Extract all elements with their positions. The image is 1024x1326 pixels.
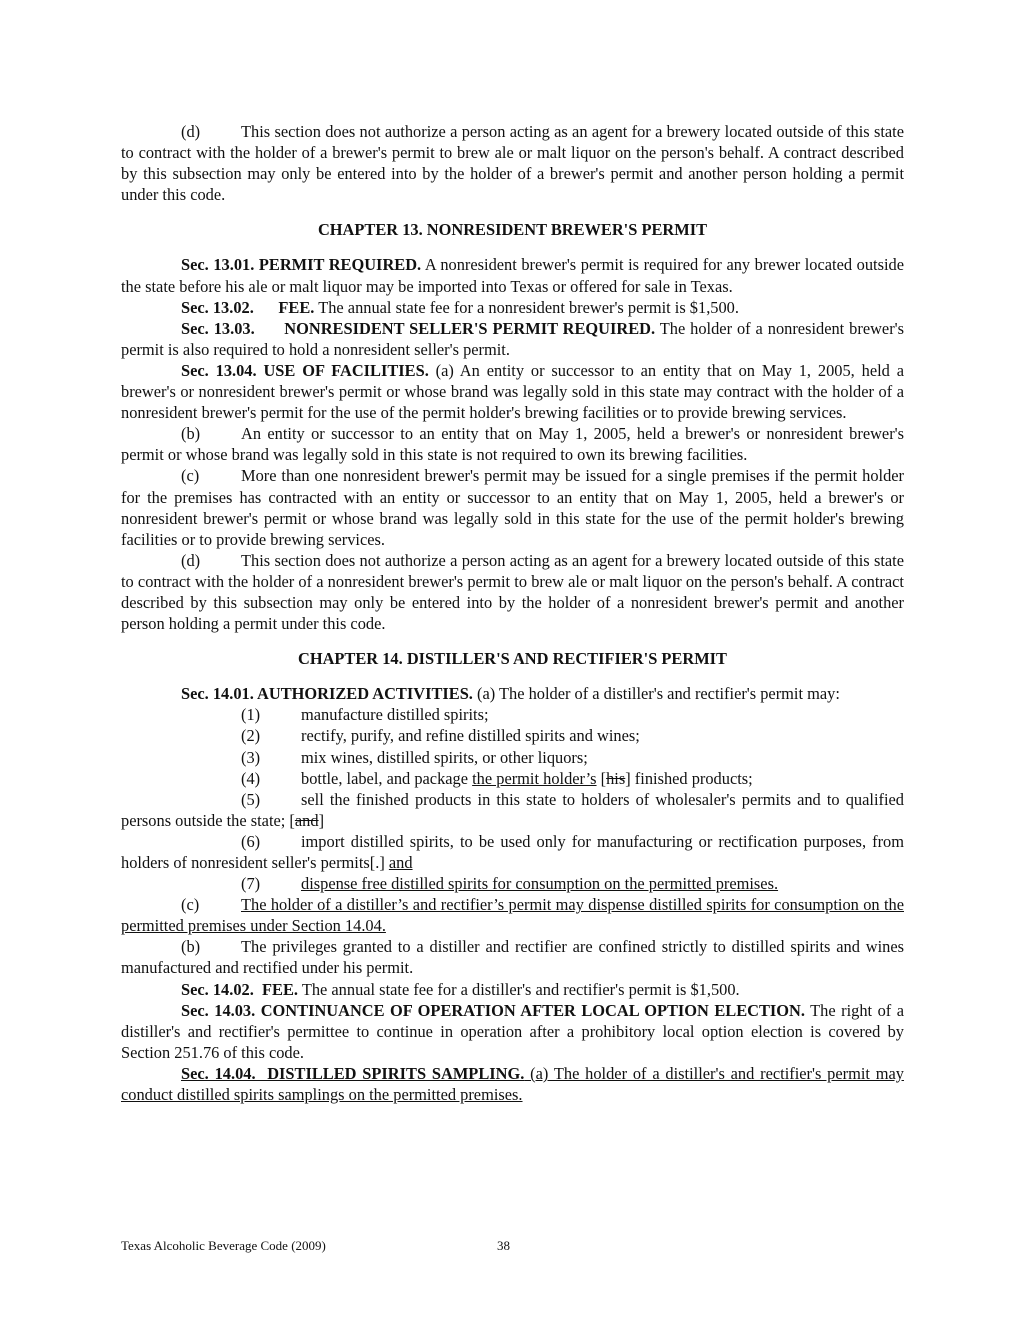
subsection-13-04-c [121, 465, 904, 549]
item-text: mix wines, distilled spirits, or other liquors; [301, 747, 588, 767]
subsection-text: More than one nonresident brewer's permit may be issued for a single premises if the permit holder for the premises has contracted with an entity or successor to an entity that on May 1, 2005, held a brewer's or nonresident brewer's permit or whose brand was legally sold in this state for the use of the permit holder's brewing facilities or to provide brewing services. [121, 466, 904, 549]
list-item-2 [121, 725, 904, 746]
item-text: manufacture distilled spirits; [301, 705, 489, 725]
item-text: dispense free distilled spirits for consumption on the permitted premises. [301, 874, 779, 894]
section-text: A nonresident brewer's permit is required for any brewer located outside the state before his ale or malt liquor may be imported into Texas or offered for sale in Texas. [121, 255, 904, 296]
paragraph-12-d [121, 121, 904, 205]
subsection-text: An entity or successor to an entity that on May 1, 2005, held a brewer's or nonresident brewer's permit or whose brand was legally sold in this state is not required to own its brewing facilities. [121, 424, 904, 465]
section-text: The right of a distiller's and rectifier's permittee to continue in operation after a prohibitory local option election is covered by Section 251.76 of this code. [121, 1000, 904, 1062]
section-13-03 [121, 318, 904, 360]
section-heading: Sec. 14.03. CONTINUANCE OF OPERATION AFTER LOCAL OPTION ELECTION. [181, 1000, 805, 1020]
chapter-14-heading: CHAPTER 14. DISTILLER'S AND RECTIFIER'S PERMIT [298, 649, 727, 669]
section-13-01 [121, 254, 904, 296]
section-heading: Sec. 14.01. AUTHORIZED ACTIVITIES. [181, 684, 473, 704]
subsection-text: The holder of a distiller’s and rectifier’s permit may dispense distilled spirits for consumption on the permitted premises under Section 14.04. [121, 895, 904, 936]
section-14-03 [121, 1000, 904, 1063]
section-heading: Sec. 14.04. DISTILLED SPIRITS SAMPLING. [181, 1063, 525, 1083]
section-13-02 [121, 297, 904, 318]
section-14-02 [121, 979, 904, 1000]
section-13-04 [121, 360, 904, 423]
item-number: (2) [241, 726, 261, 746]
subsection-label: (c) [181, 466, 200, 486]
section-14-04 [121, 1063, 904, 1105]
section-text: (a) The holder of a distiller's and rectifier's permit may: [472, 684, 840, 704]
item-text: bottle, label, and package [301, 768, 473, 788]
inserted-text: the permit holder’s [472, 768, 597, 788]
section-heading: Sec. 13.02. FEE. [181, 297, 315, 317]
item-text: import distilled spirits, to be used only for manufacturing or rectification purposes, from holders of nonresident seller's permits[.] [121, 831, 904, 872]
inserted-text: and [388, 853, 413, 872]
item-text: sell the finished products in this state to holders of wholesaler's permits and to qualified persons outside the state; [ [121, 789, 904, 830]
item-number: (1) [241, 705, 261, 725]
section-heading: Sec. 13.01. PERMIT REQUIRED. [181, 255, 422, 275]
subsection-label: (b) [181, 937, 201, 957]
item-number: (3) [241, 747, 261, 767]
item-text-end: ] finished products; [625, 768, 753, 788]
list-item-4 [121, 768, 904, 789]
subsection-14-01-b [121, 936, 904, 978]
item-number: (4) [241, 768, 261, 788]
section-text: (a) An entity or successor to an entity that on May 1, 2005, held a brewer's or nonresident brewer's permit or whose brand was legally sold in this state may contract with the holder of a nonresident brewer's permit for the use of the permit holder's brewing facilities or to provide brewing services. [121, 360, 904, 423]
section-14-01 [121, 683, 904, 704]
subsection-label: (c) [181, 895, 200, 915]
subsection-14-01-c [121, 894, 904, 936]
list-item-7 [121, 873, 904, 894]
subsection-label: (d) [181, 122, 201, 141]
item-number: (5) [241, 789, 261, 809]
list-item-5 [121, 789, 904, 831]
paragraph-text: This section does not authorize a person acting as an agent for a brewery located outside of this state to contract with the holder of a brewer's permit to brew ale or malt liquor on the person's behalf. A contract described by this subsection may only be entered into by the holder of a brewer's permit and another person holding a permit under this code. [121, 122, 904, 205]
subsection-13-04-d [121, 550, 904, 634]
deleted-text: and [294, 810, 319, 830]
section-heading: Sec. 14.02. FEE. [181, 979, 299, 999]
deleted-text: his [606, 768, 626, 788]
bracket-close: ] [318, 810, 325, 830]
page-number: 38 [497, 1238, 510, 1253]
section-heading: Sec. 13.03. NONRESIDENT SELLER'S PERMIT REQUIRED. [181, 318, 656, 338]
subsection-label: (b) [181, 424, 201, 444]
subsection-label: (d) [181, 550, 201, 570]
document-page [121, 121, 904, 1105]
bracket-open: [ [596, 768, 607, 788]
section-heading: Sec. 13.04. USE OF FACILITIES. [181, 360, 429, 380]
item-text: rectify, purify, and refine distilled spirits and wines; [301, 726, 640, 746]
chapter-13-heading: CHAPTER 13. NONRESIDENT BREWER'S PERMIT [317, 220, 708, 240]
subsection-text: This section does not authorize a person acting as an agent for a brewery located outside of this state to contract with the holder of a nonresident brewer's permit to brew ale or malt liquor on the person's behalf. A contract described by this subsection may only be entered into by the holder of a nonresident brewer's permit and another person holding a permit under this code. [121, 550, 904, 634]
section-text: The annual state fee for a distiller's and rectifier's permit is $1,500. [298, 979, 740, 999]
list-item-6 [121, 831, 904, 873]
list-item-1 [121, 704, 904, 725]
section-text: (a) The holder of a distiller's and rectifier's permit may conduct distilled spirits samplings on the permitted premises. [121, 1063, 904, 1105]
section-text: The annual state fee for a nonresident brewer's permit is $1,500. [314, 297, 739, 317]
item-number: (7) [241, 874, 261, 894]
item-number: (6) [241, 831, 261, 851]
footer-title: Texas Alcoholic Beverage Code (2009) [121, 1238, 326, 1253]
subsection-text: The privileges granted to a distiller and rectifier are confined strictly to distilled spirits and wines manufactured and rectified under his permit. [121, 937, 904, 978]
section-text: The holder of a nonresident brewer's permit is also required to hold a nonresident seller's permit. [121, 318, 905, 359]
list-item-3 [121, 747, 904, 768]
subsection-13-04-b [121, 423, 904, 465]
